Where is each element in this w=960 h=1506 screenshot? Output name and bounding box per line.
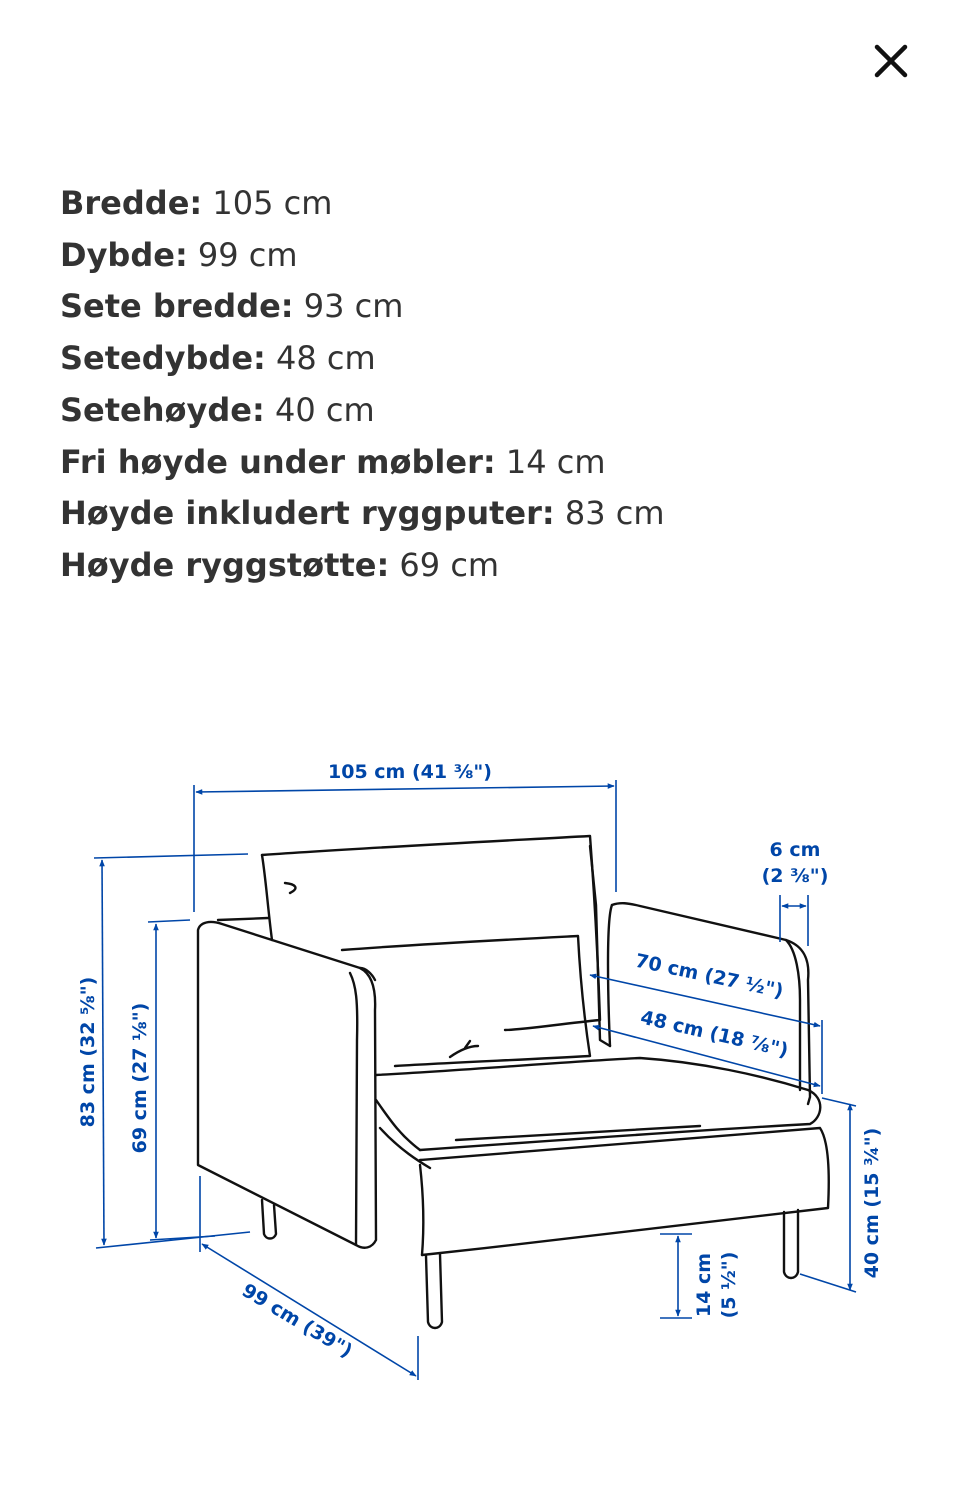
dimension-lines [94, 780, 856, 1380]
armchair-dimension-diagram [0, 740, 960, 1440]
dim-height-total-label: 83 cm (32 ⅝") [77, 976, 99, 1128]
spec-label: Setehøyde: [60, 390, 265, 429]
dim-clearance-cm-label: 14 cm [693, 1252, 715, 1318]
spec-depth [60, 230, 665, 282]
spec-label: Dybde: [60, 235, 188, 274]
spec-height-cushions [60, 488, 665, 540]
spec-backrest-height [60, 540, 665, 592]
dim-width-label: 105 cm (41 ⅜") [328, 761, 492, 783]
spec-label: Fri høyde under møbler: [60, 442, 496, 481]
spec-label: Bredde: [60, 184, 203, 222]
spec-value: 105 cm [202, 184, 333, 222]
dim-seat-width-label: 70 cm (27 ½") [633, 949, 786, 1003]
spec-seat-width [60, 281, 665, 333]
spec-value: 83 cm [554, 494, 665, 533]
spec-width [60, 178, 665, 230]
spec-seat-depth [60, 333, 665, 385]
spec-clearance [60, 437, 665, 489]
dim-armrest-cm-label: 6 cm [769, 839, 821, 861]
spec-label: Sete bredde: [60, 287, 294, 326]
close-button[interactable] [866, 36, 916, 86]
spec-label: Høyde ryggstøtte: [60, 545, 390, 584]
spec-list [60, 178, 665, 592]
spec-value: 99 cm [187, 235, 298, 274]
dim-height-back-label: 69 cm (27 ⅛") [129, 1002, 151, 1154]
close-icon [866, 36, 916, 86]
spec-label: Setedybde: [60, 339, 266, 378]
dim-clearance-in-label: (5 ½") [718, 1251, 740, 1319]
dim-seat-depth-label: 48 cm (18 ⅞") [638, 1006, 791, 1062]
dim-armrest-in-label: (2 ⅜") [761, 865, 829, 887]
spec-value: 14 cm [495, 442, 606, 481]
spec-value: 93 cm [293, 287, 404, 326]
spec-value: 48 cm [265, 339, 376, 378]
dim-depth-label: 99 cm (39") [238, 1279, 357, 1363]
spec-value: 40 cm [264, 390, 375, 429]
spec-seat-height [60, 385, 665, 437]
spec-label: Høyde inkludert ryggputer: [60, 494, 555, 533]
spec-value: 69 cm [389, 545, 500, 584]
dim-seat-height-label: 40 cm (15 ¾") [861, 1127, 883, 1279]
